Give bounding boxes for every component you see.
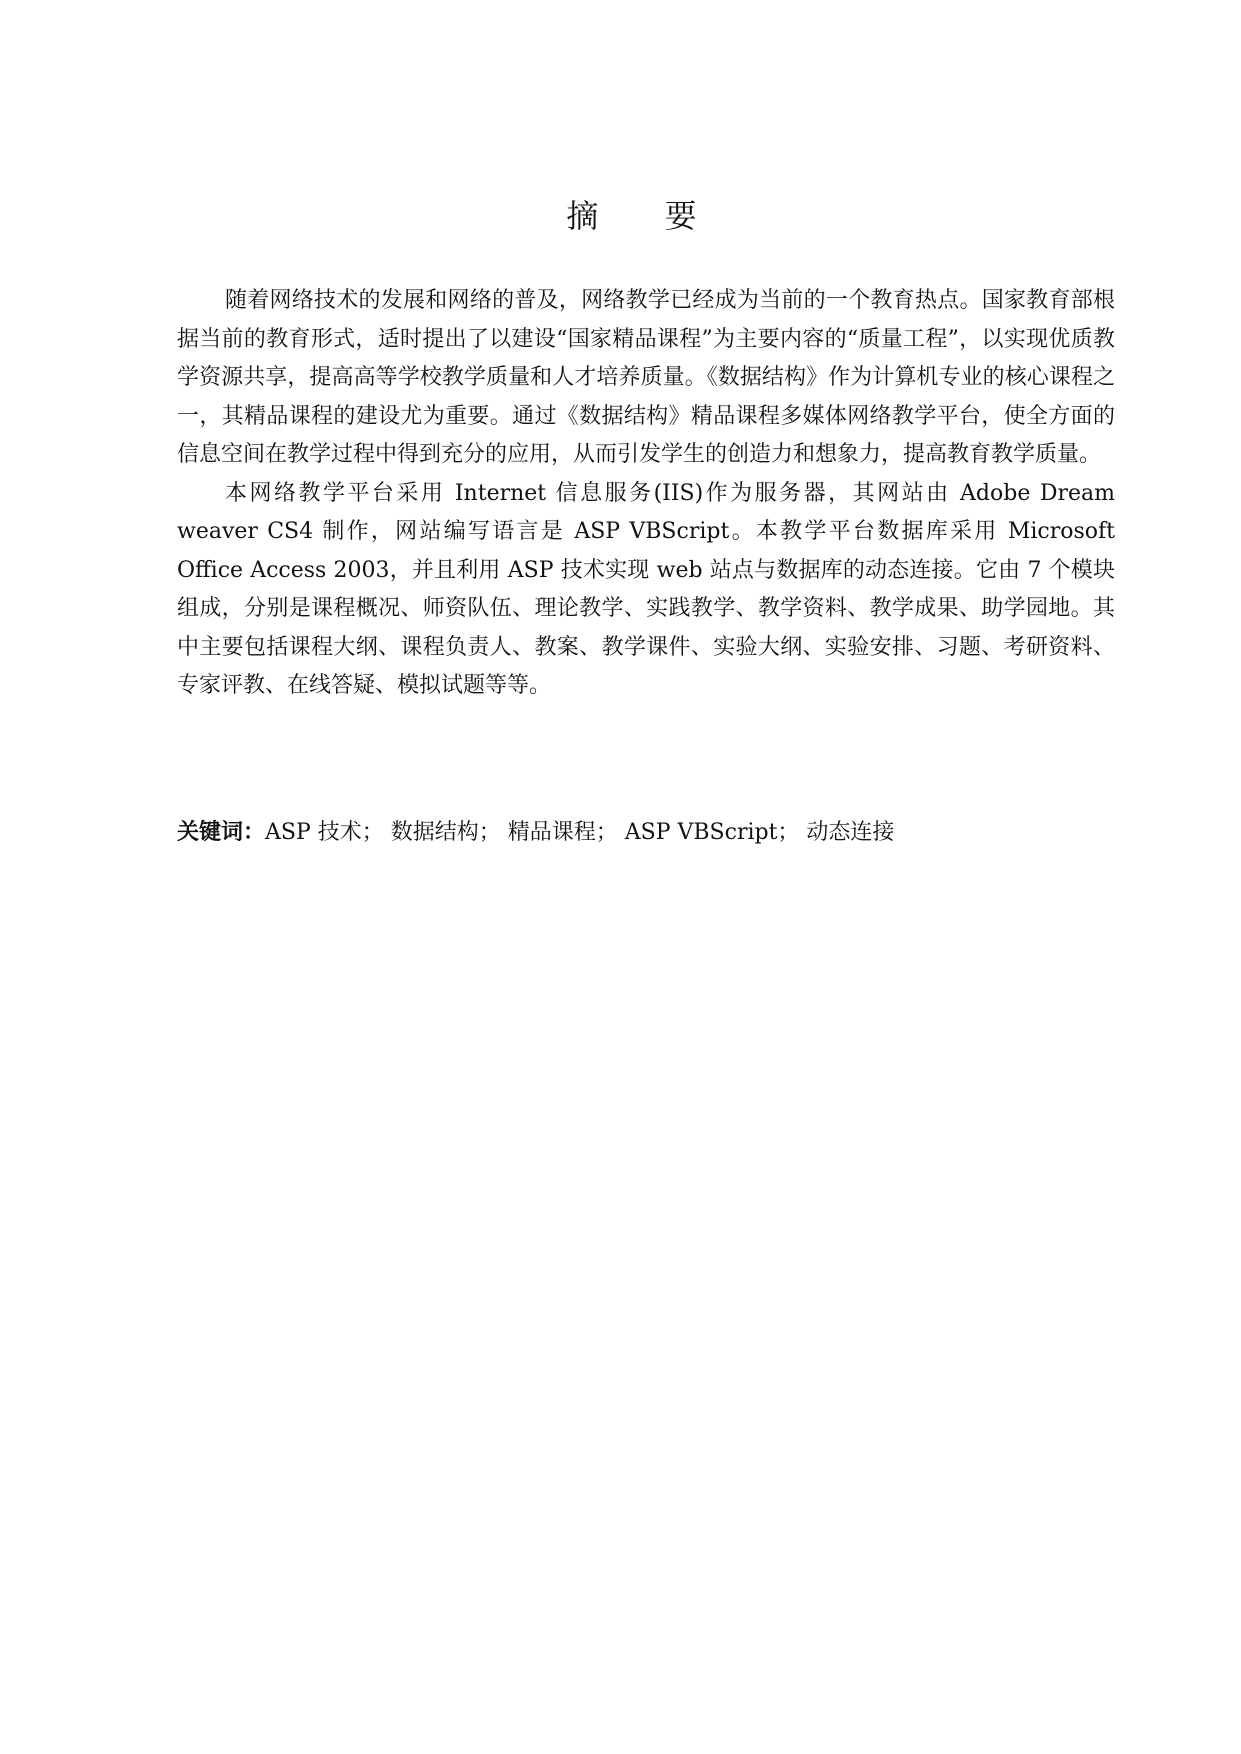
- keywords-label: 关键词：: [177, 820, 266, 845]
- keywords-line: [177, 814, 1115, 852]
- abstract-title: 摘 要: [566, 197, 725, 235]
- abstract-body: [177, 282, 1115, 706]
- abstract-paragraph-2: 本网络教学平台采用 Internet 信息服务(IIS)作为服务器，其网站由 Adobe Dream weaver CS4 制作，网站编写语言是 ASP VBScript。本教学平台数据库采用 Microsoft Office Access 2003，并且利用 ASP 技术实现 web 站点与数据库的动态连接。它由 7 个模块组成，分别是课程概况、师资队伍、理论教学、实践教学、教学资料、教学成果、助学园地。其中主要包括课程大纲、课程负责人、教案、教学课件、实验大纲、实验安排、习题、考研资料、专家评教、在线答疑、模拟试题等等。: [177, 480, 1115, 698]
- keywords-text: ASP 技术； 数据结构； 精品课程； ASP VBScript； 动态连接: [265, 820, 895, 845]
- abstract-paragraph-1: 随着网络技术的发展和网络的普及，网络教学已经成为当前的一个教育热点。国家教育部根据当前的教育形式，适时提出了以建设“国家精品课程”为主要内容的“质量工程”，以实现优质教学资源共享，提高高等学校教学质量和人才培养质量。《数据结构》作为计算机专业的核心课程之一，其精品课程的建设尤为重要。通过《数据结构》精品课程多媒体网络教学平台，使全方面的信息空间在教学过程中得到充分的应用，从而引发学生的创造力和想象力，提高教育教学质量。: [177, 288, 1115, 467]
